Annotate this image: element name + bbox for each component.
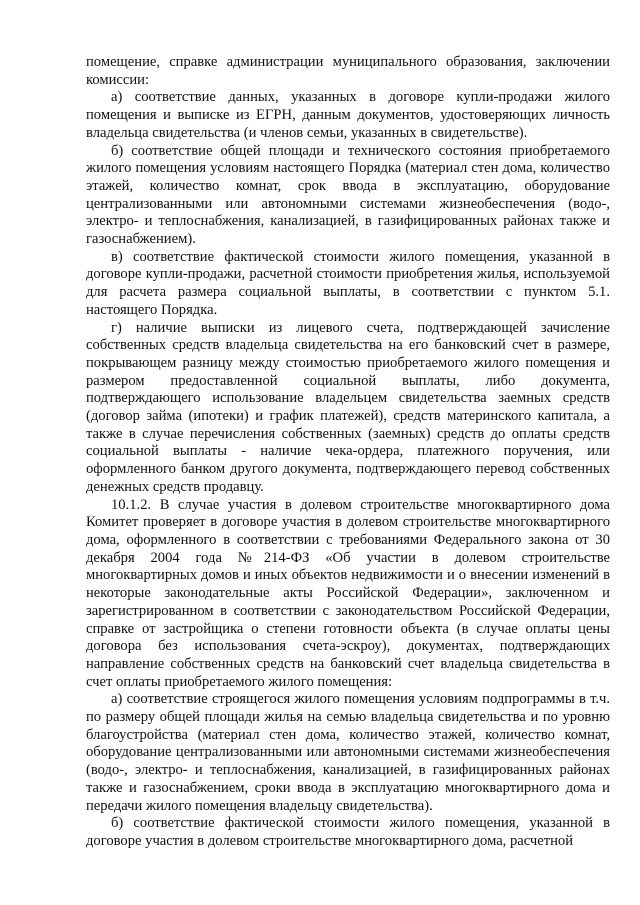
paragraph-intro: помещение, справке администрации муниципального образования, заключении комиссии: xyxy=(86,54,610,88)
paragraph-v: в) соответствие фактической стоимости жилого помещения, указанной в договоре купли-продажи, расчетной стоимости приобретения жилья, используемой для расчета размера социальной выплаты, в соответствии с пунктом 5.1. настоящего Порядка. xyxy=(86,248,610,318)
document-body xyxy=(86,54,610,851)
paragraph-g: г) наличие выписки из лицевого счета, подтверждающей зачисление собственных средств владельца свидетельства на его банковский счет в размере, покрывающем разницу между стоимостью приобретаемого жилого помещения и размером предоставленной социальной выплаты, либо документа, подтверждающего использование владельцем свидетельства заемных средств (договор займа (ипотеки) и график платежей), средств материнского капитала, а также в случае перечисления собственных (заемных) средств до оплаты средств социальной выплаты - наличие чека-ордера, платежного поручения, или оформленного банком другого документа, подтверждающего перевод собственных денежных средств продавцу. xyxy=(86,319,610,495)
paragraph-a-2: а) соответствие строящегося жилого помещения условиям подпрограммы в т.ч. по размеру общей площади жилья на семью владельца свидетельства и по уровню благоустройства (материал стен дома, количество этажей, количество комнат, оборудование централизованными или автономными системами жизнеобеспечения (водо-, электро- и теплоснабжения, канализацией, в газифицированных районах также и газоснабжением, сроки ввода в эксплуатацию многоквартирного дома и передачи жилого помещения владельцу свидетельства). xyxy=(86,691,610,814)
paragraph-b-2: б) соответствие фактической стоимости жилого помещения, указанной в договоре участия в долевом строительстве многоквартирного дома, расчетной xyxy=(86,815,610,849)
paragraph-a: а) соответствие данных, указанных в договоре купли-продажи жилого помещения и выписке из ЕГРН, данным документов, удостоверяющих личность владельца свидетельства (и членов семьи, указанных в свидетельстве). xyxy=(86,89,610,141)
paragraph-10-1-2: 10.1.2. В случае участия в долевом строительстве многоквартирного дома Комитет проверяет в договоре участия в долевом строительстве многоквартирного дома, оформленного в соответствии с требованиями Федерального закона от 30 декабря 2004 года №214-ФЗ «Об участии в долевом строительстве многоквартирных домов и иных объектов недвижимости и о внесении изменений в некоторые законодательные акты Российской Федерации», заключенном и зарегистрированном в соответствии с законодательством Российской Федерации, справке от застройщика о степени готовности объекта (в случае оплаты цены договора без использования счета-эскроу), документах, подтверждающих направление собственных средств на банковский счет владельца свидетельства в счет оплаты приобретаемого жилого помещения: xyxy=(86,496,610,690)
paragraph-b: б) соответствие общей площади и технического состояния приобретаемого жилого помещения условиям настоящего Порядка (материал стен дома, количество этажей, количество комнат, срок ввода в эксплуатацию, оборудование централизованными или автономными системами жизнеобеспечения (водо-, электро- и теплоснабжения, канализацией, в газифицированных районах также и газоснабжением). xyxy=(86,142,610,248)
